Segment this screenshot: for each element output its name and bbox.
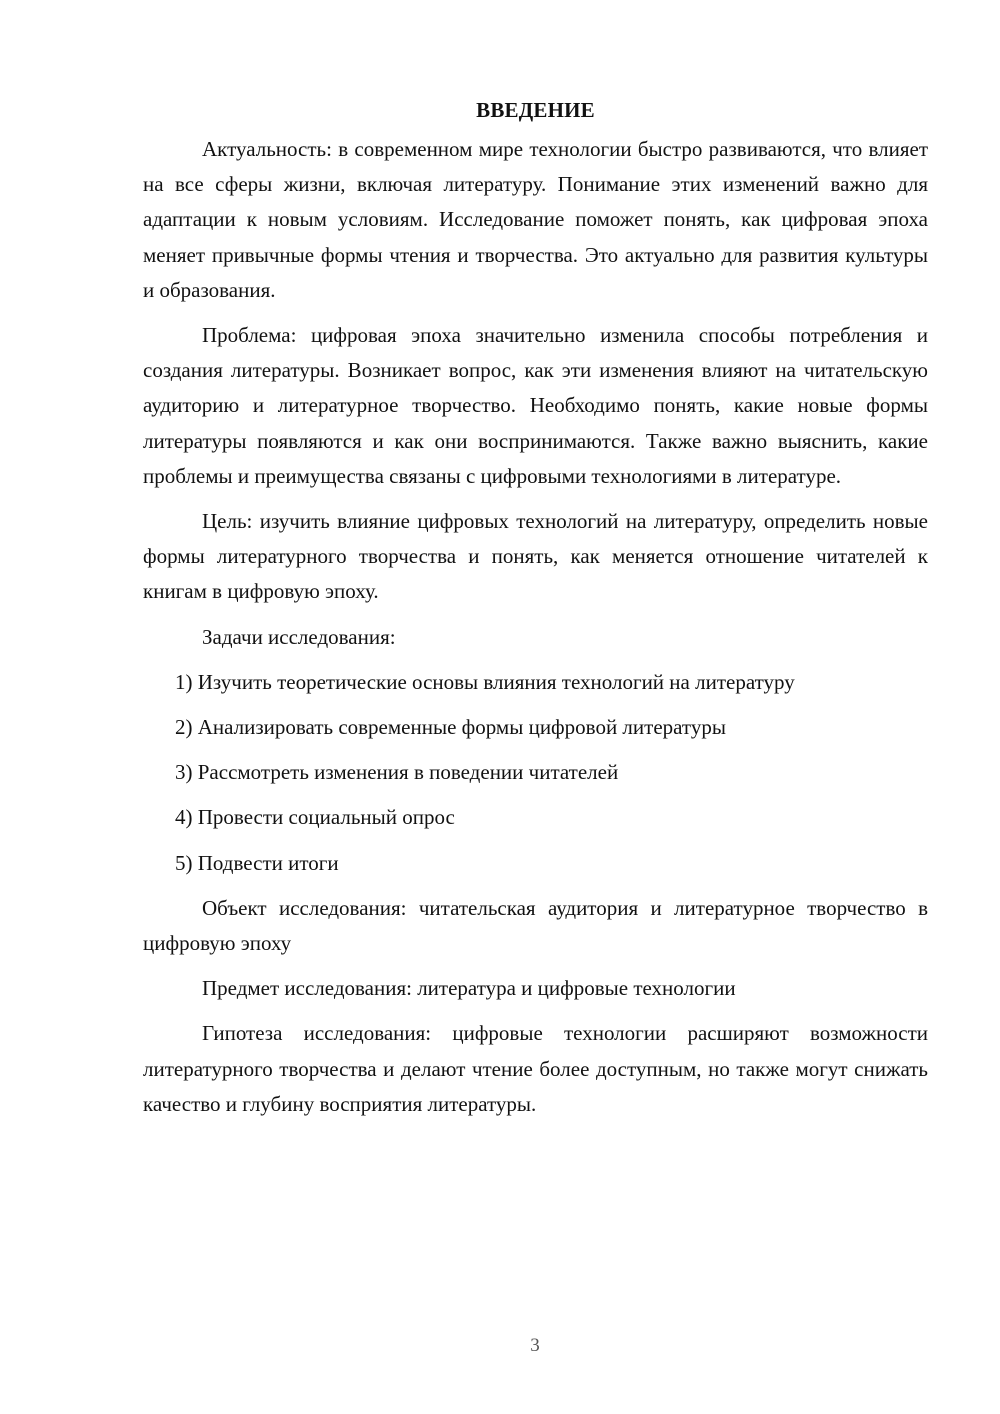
list-item: 4) Провести социальный опрос	[175, 805, 455, 830]
paragraph-subject: Предмет исследования: литература и цифровые технологии	[202, 976, 736, 1001]
paragraph-relevance: Актуальность: в современном мире технологии быстро развиваются, что влияет на все сферы жизни, включая литературу. Понимание этих изменений важно для адаптации к новым условиям. Исследование поможет понять, как цифровая эпоха меняет привычные формы чтения и творчества. Это актуально для развития культуры и образования.	[143, 137, 928, 302]
list-item: 5) Подвести итоги	[175, 850, 339, 875]
list-item: 1) Изучить теоретические основы влияния технологий на литературу	[175, 669, 795, 694]
paragraph-object: Объект исследования: читательская аудитория и литературное творчество в цифровую эпоху	[143, 895, 928, 956]
tasks-heading: Задачи исследования:	[202, 624, 396, 649]
section-title: ВВЕДЕНИЕ	[476, 98, 595, 122]
list-item: 3) Рассмотреть изменения в поведении читателей	[175, 760, 619, 785]
page-number: 3	[530, 1335, 540, 1356]
tasks-list	[143, 665, 928, 881]
paragraph-problem: Проблема: цифровая эпоха значительно изменила способы потребления и создания литературы. Возникает вопрос, как эти изменения влияют на читательскую аудиторию и литературное творчество. Необходимо понять, какие новые формы литературы появляются и как они воспринимаются. Также важно выяснить, какие проблемы и преимущества связаны с цифровыми технологиями в литературе.	[143, 323, 928, 488]
paragraph-goal: Цель: изучить влияние цифровых технологий на литературу, определить новые формы литературного творчества и понять, как меняется отношение читателей к книгам в цифровую эпоху.	[143, 509, 928, 604]
list-item: 2) Анализировать современные формы цифровой литературы	[175, 715, 726, 740]
paragraph-hypothesis: Гипотеза исследования: цифровые технологии расширяют возможности литературного творчества и делают чтение более доступным, но также могут снижать качество и глубину восприятия литературы.	[143, 1021, 928, 1116]
document-page	[143, 88, 928, 1132]
